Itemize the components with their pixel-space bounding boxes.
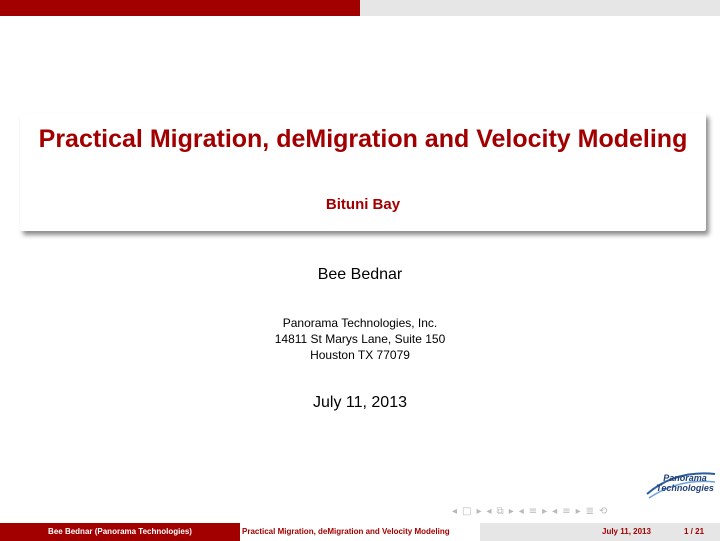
institute-city: Houston TX 77079 bbox=[310, 348, 410, 362]
company-logo bbox=[645, 468, 717, 500]
forward-frame-icon[interactable]: ▸ bbox=[476, 505, 482, 517]
footer-author: Bee Bednar (Panorama Technologies) bbox=[0, 523, 240, 541]
title-block bbox=[20, 113, 706, 231]
footer-title: Practical Migration, deMigration and Velocity Modeling bbox=[240, 523, 480, 541]
slide-date: July 11, 2013 bbox=[313, 394, 407, 411]
author: Bee Bednar bbox=[317, 266, 403, 283]
back-frame-icon[interactable]: □ bbox=[462, 505, 472, 517]
institute-address: 14811 St Marys Lane, Suite 150 bbox=[274, 332, 446, 346]
slide-title: Practical Migration, deMigration and Velocity Modeling bbox=[38, 125, 688, 153]
frame-icon[interactable]: ⧉ bbox=[496, 505, 504, 517]
footer-date: July 11, 2013 bbox=[602, 527, 651, 536]
logo-text-line2: Technologies bbox=[656, 483, 714, 493]
search-icon[interactable]: ⟲ bbox=[599, 505, 608, 517]
align-icon[interactable]: ≣ bbox=[585, 505, 595, 517]
logo-graphic bbox=[645, 468, 717, 500]
footer-bar bbox=[0, 523, 720, 541]
section-prev-icon[interactable]: ◂ bbox=[552, 505, 558, 517]
first-frame-icon[interactable]: ◂ bbox=[452, 505, 458, 517]
subsection-forward-icon[interactable]: ▸ bbox=[542, 505, 548, 517]
navigation-symbols bbox=[452, 503, 697, 519]
section-back-icon[interactable]: ◂ bbox=[486, 505, 492, 517]
footer-page-number: 1 / 21 bbox=[684, 527, 705, 536]
logo-text-line1: Panorama bbox=[663, 473, 707, 483]
subsection-icon[interactable]: ≡ bbox=[528, 505, 538, 517]
header-bar-left bbox=[0, 0, 360, 16]
institute-name: Panorama Technologies, Inc. bbox=[282, 316, 438, 330]
subsection-back-icon[interactable]: ◂ bbox=[518, 505, 524, 517]
section-forward-icon[interactable]: ▸ bbox=[508, 505, 514, 517]
header-bar-right bbox=[360, 0, 720, 16]
header-bar bbox=[0, 0, 720, 16]
footer-right bbox=[480, 523, 720, 541]
section-next-icon[interactable]: ▸ bbox=[575, 505, 581, 517]
institute bbox=[0, 315, 720, 363]
section-list-icon[interactable]: ≡ bbox=[562, 505, 571, 517]
slide-subtitle: Bituni Bay bbox=[325, 196, 401, 213]
